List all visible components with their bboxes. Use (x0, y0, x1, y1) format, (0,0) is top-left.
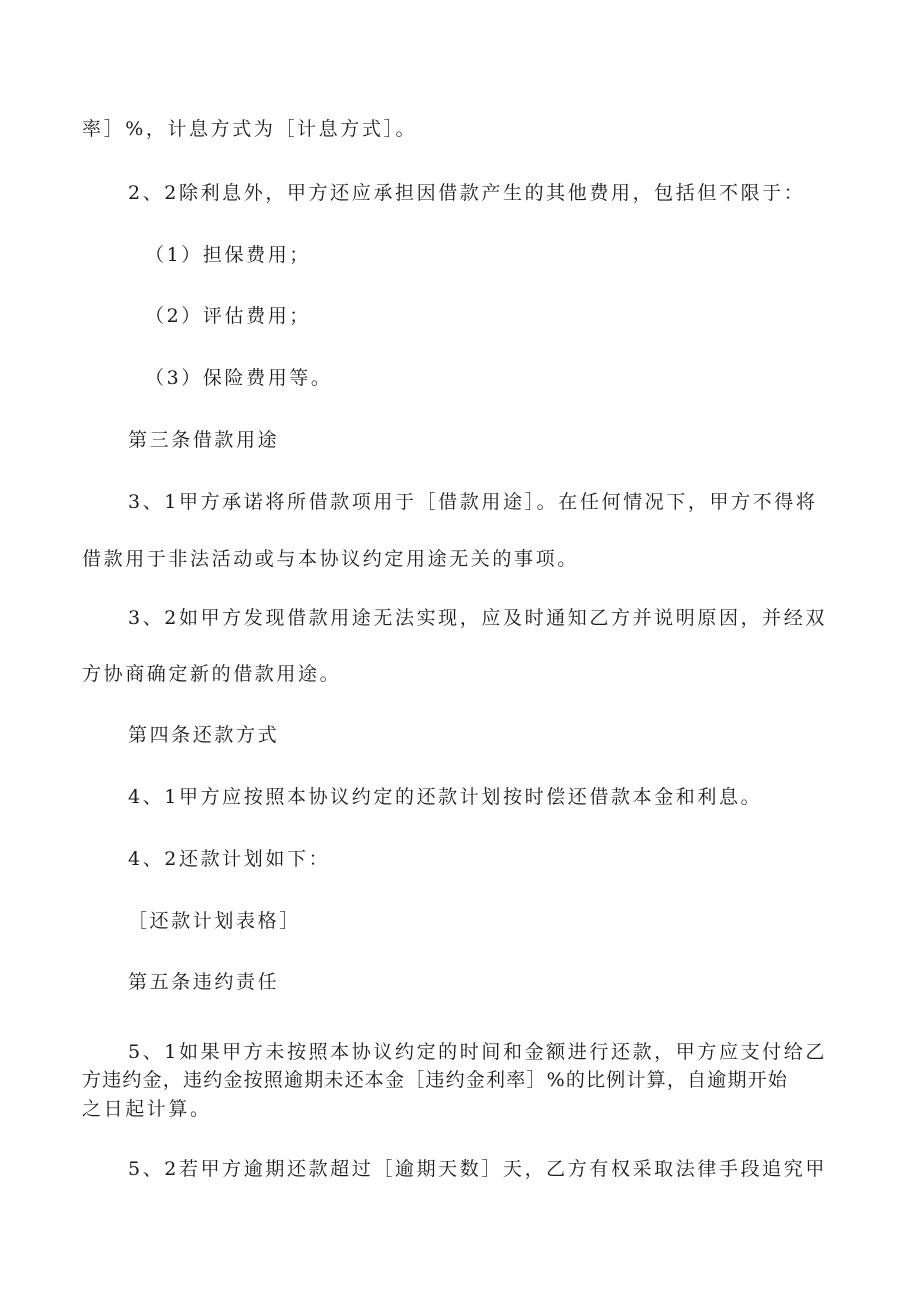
text-line-interest-method: 率］%，计息方式为［计息方式］。 (82, 118, 418, 140)
clause-5-1: 5、1如果甲方未按照本协议约定的时间和金额进行还款，甲方应支付给乙 (128, 1041, 827, 1063)
clause-3-2: 3、2如甲方发现借款用途无法实现，应及时通知乙方并说明原因，并经双 (128, 607, 827, 629)
article-4-heading: 第四条还款方式 (128, 724, 280, 746)
clause-5-2: 5、2若甲方逾期还款超过［逾期天数］天，乙方有权采取法律手段追究甲 (128, 1158, 827, 1180)
fee-item-2: （2）评估费用； (145, 305, 311, 327)
fee-item-1: （1）担保费用； (145, 244, 311, 266)
clause-5-1-end: 之日起计算。 (82, 1098, 212, 1120)
clause-3-1: 3、1甲方承诺将所借款项用于［借款用途］。在任何情况下，甲方不得将 (128, 491, 818, 513)
clause-3-1-cont: 借款用于非法活动或与本协议约定用途无关的事项。 (82, 548, 579, 570)
fee-item-3: （3）保险费用等。 (145, 367, 333, 389)
clause-3-2-cont: 方协商确定新的借款用途。 (82, 663, 342, 685)
article-3-heading: 第三条借款用途 (128, 429, 280, 451)
repayment-schedule-placeholder: ［还款计划表格］ (128, 910, 301, 932)
clause-4-2: 4、2还款计划如下： (128, 848, 331, 870)
clause-2-2: 2、2除利息外，甲方还应承担因借款产生的其他费用，包括但不限于： (128, 182, 806, 204)
clause-5-1-cont: 方违约金，违约金按照逾期未还本金［违约金利率］%的比例计算，自逾期开始 (82, 1069, 789, 1091)
article-5-heading: 第五条违约责任 (128, 971, 280, 993)
clause-4-1: 4、1甲方应按照本协议约定的还款计划按时偿还借款本金和利息。 (128, 786, 763, 808)
